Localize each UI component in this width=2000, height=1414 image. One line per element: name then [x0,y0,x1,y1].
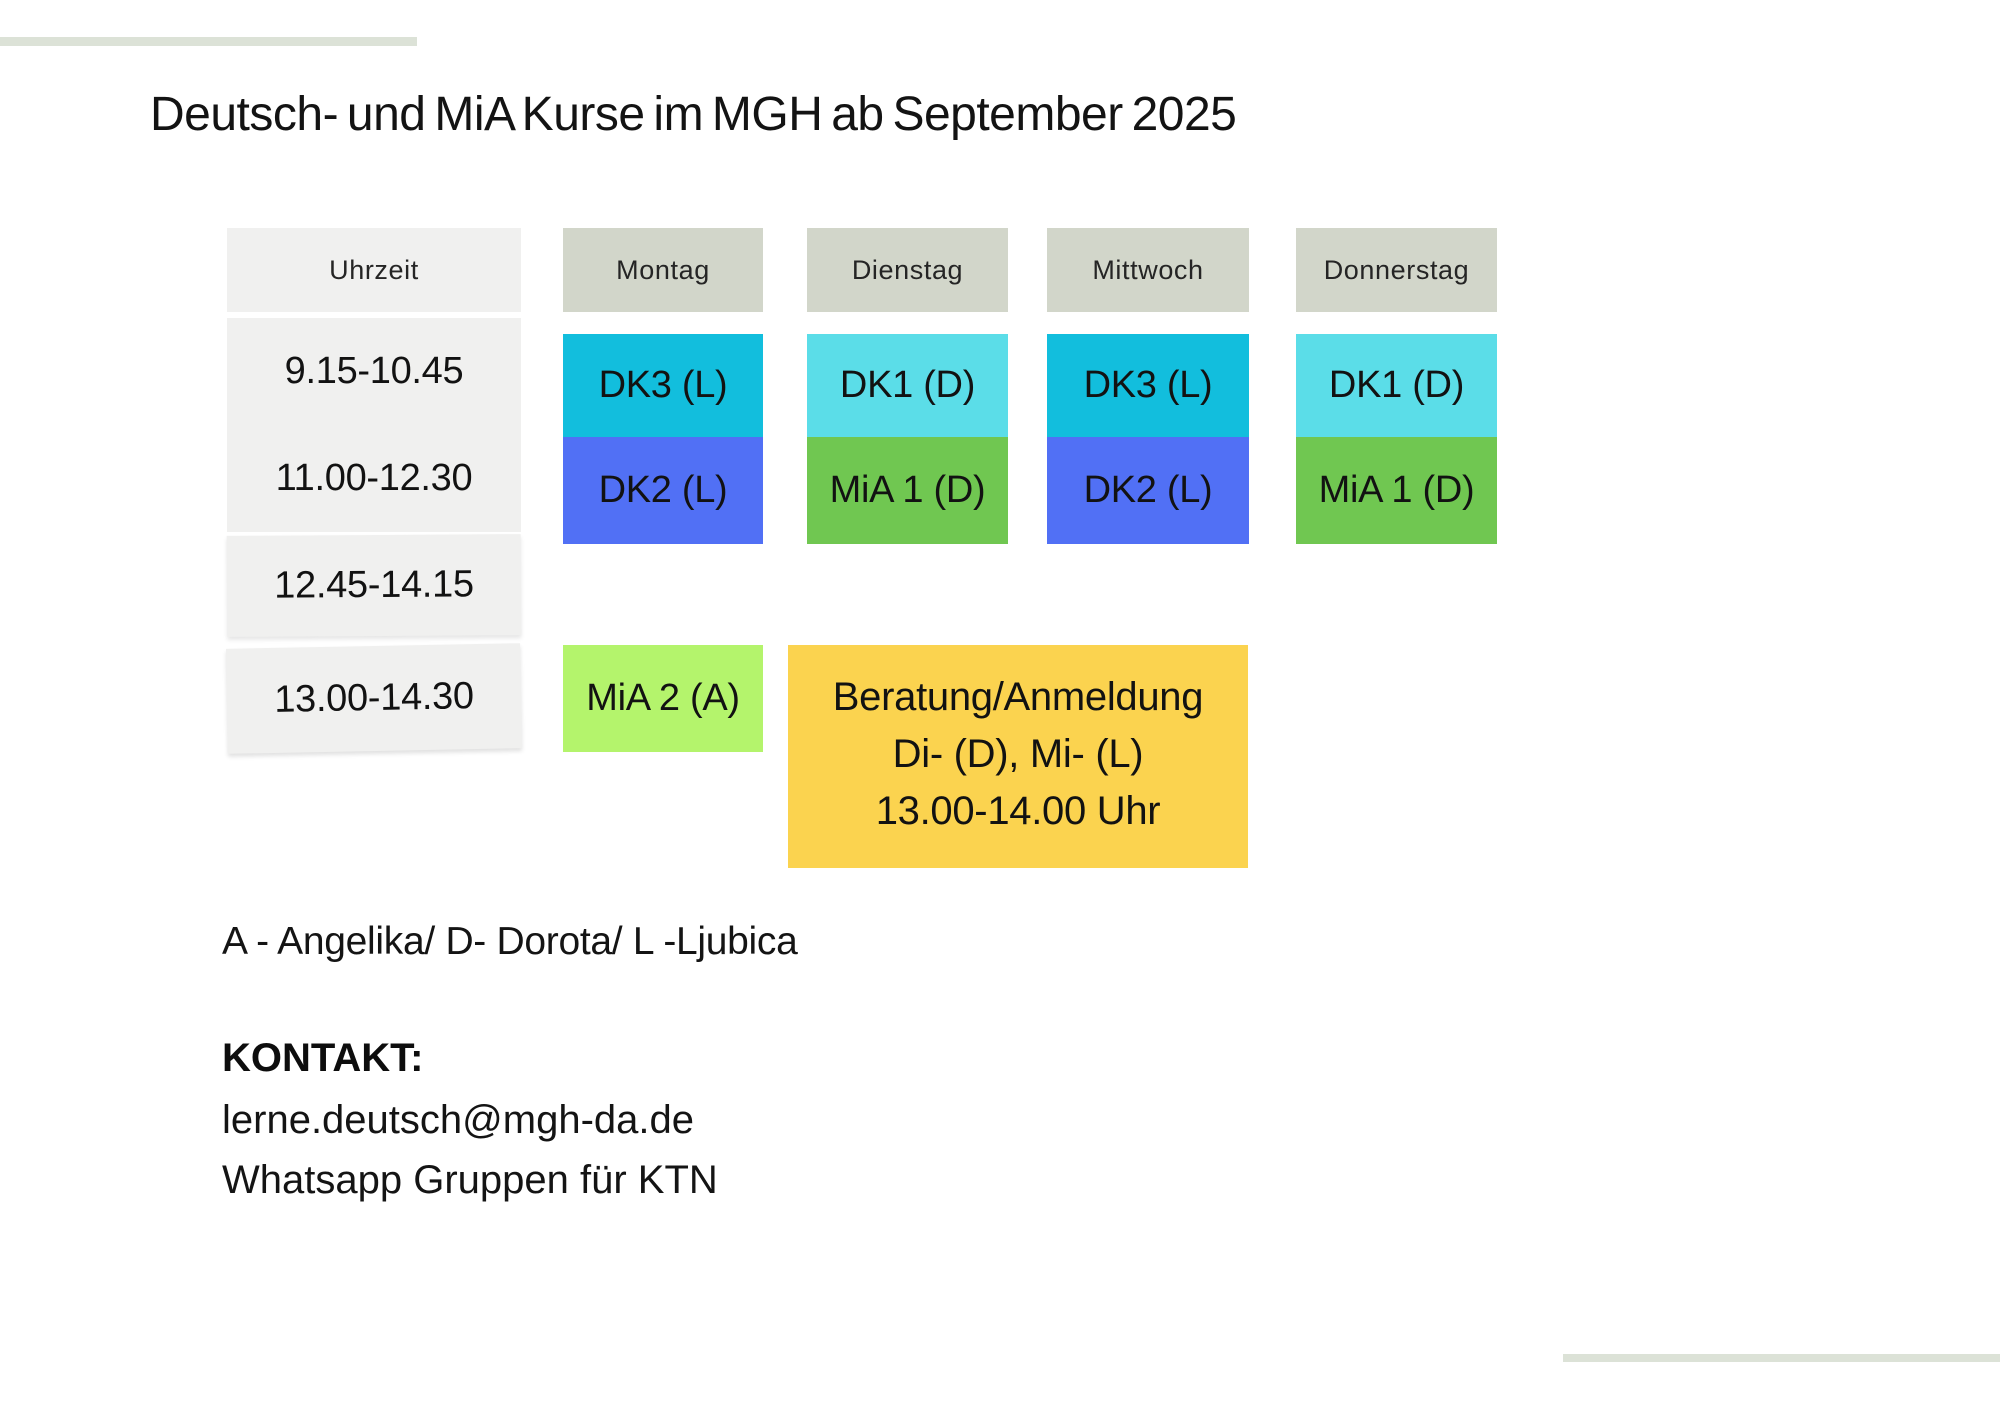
course-montag-mia2: MiA 2 (A) [563,645,763,752]
time-slot-915-1045: 9.15-10.45 [227,318,521,424]
contact-email: lerne.deutsch@mgh-da.de [222,1098,694,1142]
time-slot-1245-1415: 12.45-14.15 [227,534,522,637]
course-dienstag-mia1: MiA 1 (D) [807,437,1008,544]
column-header-uhrzeit: Uhrzeit [227,228,521,312]
course-montag-dk3: DK3 (L) [563,334,763,437]
beratung-line-2: Di- (D), Mi- (L) [892,732,1144,776]
column-header-dienstag: Dienstag [807,228,1008,312]
page-title: Deutsch- und MiA Kurse im MGH ab September 2025 [150,88,1237,141]
course-mittwoch-dk2: DK2 (L) [1047,437,1249,544]
top-decorative-bar [0,37,417,46]
column-header-donnerstag: Donnerstag [1296,228,1497,312]
bottom-decorative-bar [1563,1354,2000,1362]
time-slot-1100-1230: 11.00-12.30 [227,424,521,532]
course-montag-dk2: DK2 (L) [563,437,763,544]
course-dienstag-dk1: DK1 (D) [807,334,1008,437]
course-mittwoch-dk3: DK3 (L) [1047,334,1249,437]
teacher-legend: A - Angelika/ D- Dorota/ L -Ljubica [222,920,798,963]
column-header-mittwoch: Mittwoch [1047,228,1249,312]
beratung-anmeldung-box [788,645,1248,868]
beratung-line-3: 13.00-14.00 Uhr [875,789,1161,833]
kontakt-heading: KONTAKT: [222,1036,424,1080]
beratung-line-1: Beratung/Anmeldung [832,675,1204,719]
course-donnerstag-dk1: DK1 (D) [1296,334,1497,437]
column-header-montag: Montag [563,228,763,312]
time-slot-1300-1430: 13.00-14.30 [226,643,522,754]
contact-whatsapp: Whatsapp Gruppen für KTN [222,1158,718,1202]
course-donnerstag-mia1: MiA 1 (D) [1296,437,1497,544]
